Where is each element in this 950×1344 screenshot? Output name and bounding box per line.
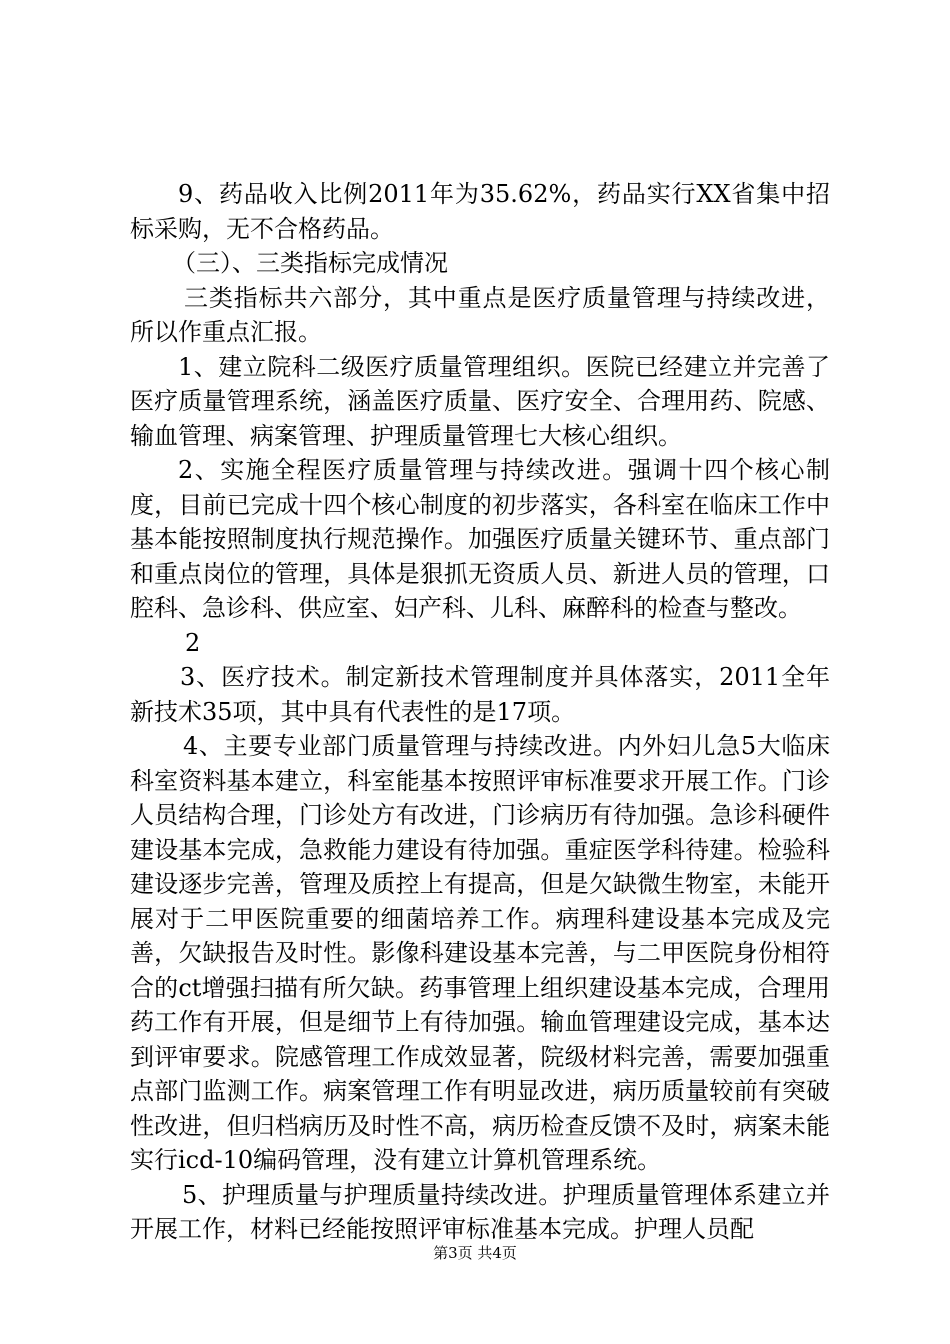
paragraph-drug-revenue: 9、药品收入比例2011年为35.62%，药品实行XX省集中招标采购，无不合格药品。 xyxy=(130,180,830,243)
section-heading-class-three-indicators: （三）、三类指标完成情况 xyxy=(172,249,448,277)
page-footer: 第3页 共4页 xyxy=(433,1244,517,1262)
paragraph-departments-quality: 4、主要专业部门质量管理与持续改进。内外妇儿急5大临床科室资料基本建立，科室能基本按照评审标准要求开展工作。门诊人员结构合理，门诊处方有改进，门诊病历有待加强。急诊科硬件建设基本完成，急救能力建设有待加强。重症医学科待建。检验科建设逐步完善，管理及质控上有提高，但是欠缺微生物室，未能开展对于二甲医院重要的细菌培养工作。病理科建设基本完成及完善，欠缺报告及时性。影像科建设基本完善，与二甲医院身份相符合的ct增强扫描有所欠缺。药事管理上组织建设基本完成，合理用药工作有开展，但是细节上有待加强。输血管理建设完成，基本达到评审要求。院感管理工作成效显著，院级材料完善，需要加强重点部门监测工作。病案管理工作有明显改进，病历质量较前有突破性改进，但归档病历及时性不高，病历检查反馈不及时，病案未能实行icd-10编码管理，没有建立计算机管理系统。 xyxy=(130,732,830,1174)
paragraph-class-three-overview: 三类指标共六部分，其中重点是医疗质量管理与持续改进，所以作重点汇报。 xyxy=(130,283,830,346)
paragraph-quality-organization: 1、建立院科二级医疗质量管理组织。医院已经建立并完善了医疗质量管理系统，涵盖医疗质量、医疗安全、合理用药、院感、输血管理、病案管理、护理质量管理七大核心组织。 xyxy=(130,352,830,450)
document-body xyxy=(130,177,830,1247)
inline-page-number: 2 xyxy=(185,628,201,657)
paragraph-nursing-quality: 5、护理质量与护理质量持续改进。护理质量管理体系建立并开展工作，材料已经能按照评审标准基本完成。护理人员配 xyxy=(130,1180,830,1243)
paragraph-medical-technology: 3、医疗技术。制定新技术管理制度并具体落实，2011全年新技术35项，其中具有代表性的是17项。 xyxy=(130,663,830,726)
paragraph-quality-management: 2、实施全程医疗质量管理与持续改进。强调十四个核心制度，目前已完成十四个核心制度的初步落实，各科室在临床工作中基本能按照制度执行规范操作。加强医疗质量关键环节、重点部门和重点岗位的管理，具体是狠抓无资质人员、新进人员的管理，口腔科、急诊科、供应室、妇产科、儿科、麻醉科的检查与整改。 xyxy=(130,456,830,622)
